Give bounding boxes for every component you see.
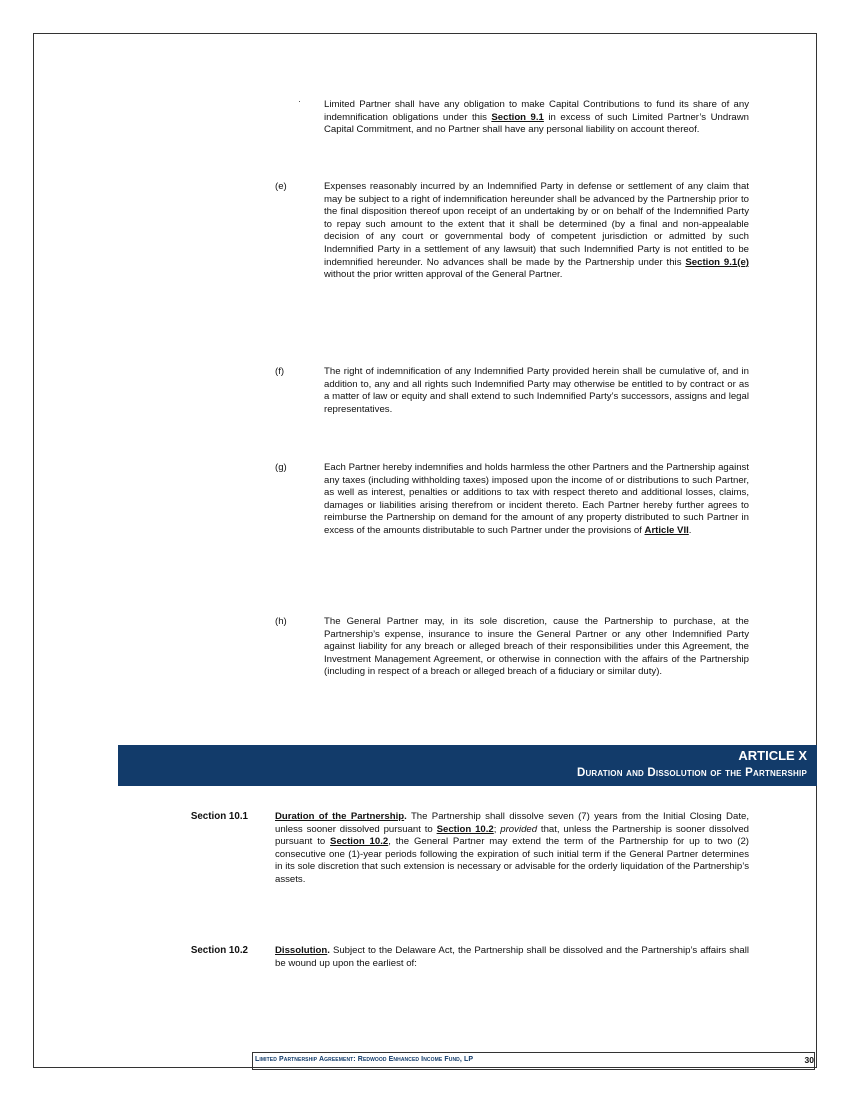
paragraph-g-label: (g) bbox=[275, 462, 287, 473]
section-10-2-text: Subject to the Delaware Act, the Partnership shall be dissolved and the Partnership’s affairs shall be wound up upon the earliest of: bbox=[275, 945, 749, 969]
paragraph-f: The right of indemnification of any Indemnified Party provided herein shall be cumulative of, and in addition to, any and all rights such Indemnified Party may otherwise be entitled to by contract or as a matter of law or equity and shall extend to such Indemnified Party’s successors, assigns and legal representatives. bbox=[324, 366, 749, 415]
paragraph-g-text: Each Partner hereby indemnifies and holds harmless the other Partners and the Partnership against any taxes (including withholding taxes) imposed upon the income of or distributions to such Partner, as well as interest, penalties or additions to tax with respect thereto and additional losses, claims, damages or liabilities arising therefrom or incident thereto. Each Partner hereby further agrees to reimburse the Partnership on demand for the amount of any property distributed to such Partner in excess of the amounts distributable to such Partner under the provisions of bbox=[324, 462, 749, 536]
paragraph-e bbox=[324, 181, 749, 282]
article-vii-ref[interactable]: Article VII bbox=[644, 524, 689, 536]
scan-dot bbox=[299, 101, 300, 102]
section-10-1-text-d: , the General Partner may extend the term of the Partnership for up to two (2) consecutive one (1)-year periods following the expiration of such initial term if the General Partner determines in its sole discretion that such extension is necessary or advisable for the orderly liquidation of the Partnership’s assets. bbox=[275, 836, 749, 885]
paragraph-g-text-end: . bbox=[688, 524, 692, 536]
section-10-2-ref[interactable]: Section 10.2 bbox=[436, 823, 494, 835]
section-10-2-ref-2[interactable]: Section 10.2 bbox=[330, 836, 389, 848]
section-9-1e-ref[interactable]: Section 9.1(e) bbox=[685, 256, 749, 268]
article-title: ARTICLE X bbox=[738, 748, 807, 763]
continuation-text: Limited Partner shall have any obligation to make Capital Contributions to fund its share of any indemnification obligations under this bbox=[324, 99, 749, 123]
paragraph-h: The General Partner may, in its sole discretion, cause the Partnership to purchase, at the Partnership’s expense, insurance to insure the General Partner or any other Indemnified Party against liability for any breach or alleged breach of their responsibilities under this Agreement, the Investment Management Agreement, or otherwise in connection with the affairs of the Partnership (including in respect of a breach or alleged breach of a fiduciary or similar duty). bbox=[324, 616, 749, 678]
section-10-1-text-c: that, unless the Partnership is sooner dissolved pursuant to bbox=[275, 823, 750, 848]
continuation-text-end: in excess of such Limited Partner’s Undrawn Capital Commitment, and no Partner shall have any personal liability on account thereof. bbox=[324, 111, 749, 136]
paragraph-e-text-end: without the prior written approval of the General Partner. bbox=[324, 269, 563, 281]
section-9-1-ref[interactable]: Section 9.1 bbox=[491, 111, 544, 123]
paragraph-g bbox=[324, 462, 749, 538]
page-number: 30 bbox=[804, 1055, 814, 1065]
section-10-1-body: Duration of the Partnership. The Partnership shall dissolve seven (7) years from the Initial Closing Date, unless sooner dissolved pursuant to Section 10.2; provided that, unless the Partnership is sooner dissolved pursuant to Section 10.2, the General Partner may extend the term of the Partnership for up to two (2) consecutive one (1)-year periods following the expiration of such initial term if the General Partner determines in its sole discretion that such extension is necessary or advisable for the orderly liquidation of the Partnership’s assets. bbox=[275, 811, 750, 885]
footer-title: Limited Partnership Agreement: Redwood Enhanced Income Fund, LP bbox=[255, 1056, 474, 1063]
section-10-1-text: The Partnership shall dissolve seven (7) years from the Initial Closing Date, unless sooner dissolved pursuant to bbox=[275, 811, 749, 835]
section-10-1-heading: Duration of the Partnership bbox=[275, 811, 405, 822]
provided-italic: provided bbox=[500, 823, 538, 835]
section-10-2-label: Section 10.2 bbox=[190, 945, 248, 956]
paragraph-e-text: Expenses reasonably incurred by an Indemnified Party in defense or settlement of any claim that may be subject to a right of indemnification hereunder shall be advanced by the Partnership prior to the final disposition thereof upon receipt of an undertaking by or on behalf of the Indemnified Party to repay such amount to the extent that it shall be determined (by a final and non-appealable decision of any court or governmental body of competent jurisdiction or admitted by such Indemnified Party in a settlement of any lawsuit) that such Indemnified Party is not entitled to be indemnified hereunder. No advances shall be made by the Partnership under this bbox=[324, 181, 749, 268]
continuation-paragraph bbox=[324, 99, 749, 137]
paragraph-e-label: (e) bbox=[275, 181, 287, 192]
section-10-2-body: Dissolution. Subject to the Delaware Act, the Partnership shall be dissolved and the Partnership’s affairs shall be wound up upon the earliest of: bbox=[275, 945, 749, 969]
paragraph-h-label: (h) bbox=[275, 616, 287, 627]
section-10-1-text-b: ; bbox=[493, 823, 501, 835]
paragraph-f-label: (f) bbox=[275, 366, 285, 377]
section-10-1-label: Section 10.1 bbox=[190, 811, 248, 822]
article-banner bbox=[118, 745, 817, 786]
section-10-2-heading: Dissolution bbox=[275, 945, 328, 956]
article-subtitle: Duration and Dissolution of the Partnership bbox=[576, 767, 807, 779]
